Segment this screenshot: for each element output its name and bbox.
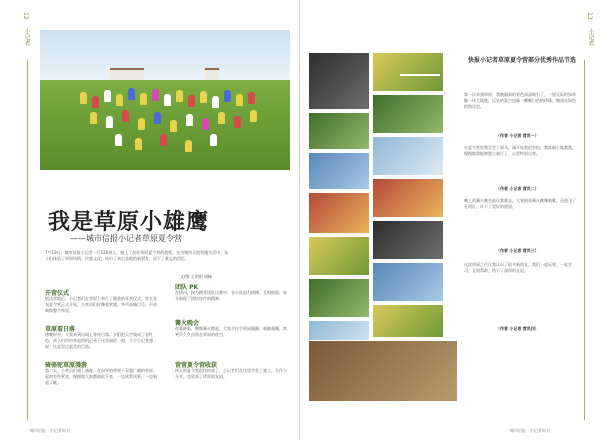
left-header-label: 小记者 xyxy=(23,28,30,46)
right-page xyxy=(300,0,600,440)
collage-photo xyxy=(372,136,444,176)
kid-figure xyxy=(154,112,161,124)
section-body: 抵达营地后，小记者们在草原上举行了隆重的开营仪式。营长宣布夏令营正式开始，小营员们挥舞着营旗，齐声高喊口号，声音响彻整个草原。 xyxy=(45,296,157,313)
intro-paragraph: 7月19日，城市信报小记者一行120余人，踏上了前往草原夏令营的旅程。在为期四天的营地生活中，孩子们体验了草原风情、民族文化，结识了来自各地的新朋友，留下了难忘的回忆。 xyxy=(45,250,229,261)
kid-figure xyxy=(250,110,257,122)
kid-figure xyxy=(90,112,97,124)
kid-figure xyxy=(135,138,142,150)
article-caption: （作者 小记者 营员二） xyxy=(496,186,539,191)
kid-figure xyxy=(80,92,87,104)
kid-figure xyxy=(176,90,183,102)
left-page-number: 12 xyxy=(22,12,29,20)
kid-figure xyxy=(248,92,255,104)
section-body: 夜幕降临，熊熊篝火燃起，大家手拉手围成圆圈，载歌载舞，欢笑声久久回荡在草原的夜空。 xyxy=(175,326,287,337)
collage-photo xyxy=(308,236,370,276)
kid-figure xyxy=(122,110,129,122)
hero-sky xyxy=(40,30,290,80)
right-page-number: 13 xyxy=(586,12,593,20)
article-caption: （作者 小记者 营员四） xyxy=(496,326,539,331)
spacer xyxy=(400,74,440,76)
kid-figure xyxy=(234,116,241,128)
kid-figure xyxy=(116,94,123,106)
collage-photo xyxy=(308,152,370,190)
kid-figure xyxy=(115,134,122,146)
left-footer: 城市信报 · 小记者周刊 xyxy=(30,428,70,433)
section-heading: 开营仪式 xyxy=(45,290,70,297)
collage-photo xyxy=(372,262,444,302)
kid-figure xyxy=(106,116,113,128)
kid-figure xyxy=(152,89,159,101)
kid-figure xyxy=(218,112,225,124)
article-body: 这次草原之行让我认识了很多新朋友，我们一起玩耍，一起学习，互相帮助，结下了深厚的友谊。 xyxy=(464,262,572,273)
section-heading: 营营夏令营收获 xyxy=(175,362,218,369)
section-body: 在拔河、接力跑等团队比赛中，各小队奋力拼搏，互相鼓励，充分展现了团结协作的精神。 xyxy=(175,290,287,301)
kid-figure xyxy=(92,96,99,108)
section-heading: 骑骆驼草原漫游 xyxy=(45,362,88,369)
section-heading: 篝火晚会 xyxy=(175,320,200,327)
byline: 文/图 王明明 胡畅 xyxy=(180,274,212,279)
works-title: 快报小记者草原夏令营部分优秀作品节选 xyxy=(468,57,577,64)
right-footer: 城市信报 · 小记者周刊 xyxy=(510,428,550,433)
collage-photo xyxy=(308,112,370,150)
kid-figure xyxy=(224,90,231,102)
kid-figure xyxy=(188,95,195,107)
article-body: 在夏令营里我学会了骑马。刚开始我很害怕，教练耐心地教我，慢慢地我能够独立骑行了，心里特别自豪。 xyxy=(464,145,576,156)
left-side-rule xyxy=(27,60,28,420)
article-caption: （作者 小记者 营员一） xyxy=(496,133,539,138)
article-subtitle: ——城市信报小记者草原夏令营 xyxy=(70,234,182,243)
section-heading: 团队 PK xyxy=(175,284,199,291)
article-caption: （作者 小记者 营员三） xyxy=(496,248,539,253)
collage-photo xyxy=(308,278,370,318)
section-body: 四天的夏令营很快结束了，小记者们在这里学会了独立、合作与分享，也收获了珍贵的友谊。 xyxy=(175,368,287,379)
hero-photo xyxy=(40,30,290,170)
section-body: 第二天，小营员们骑上骆驼，在向导的带领下穿越广阔的草原。起初有些紧张，慢慢地大家都放松下来，一边欣赏风景，一边唱起了歌。 xyxy=(45,368,157,385)
article-title: 我是草原小雄鹰 xyxy=(48,209,210,235)
collage-photo xyxy=(308,192,370,234)
right-header-label: 小记者 xyxy=(587,28,594,46)
collage-photo xyxy=(308,52,370,110)
kid-figure xyxy=(140,93,147,105)
section-body: 傍晚时分，大家来到山坡上等待日落。夕阳把天空染成了金红色，孩子们纷纷拿起相机记录下这美丽的一刻，不少小记者感叹：这是见过最美的日落。 xyxy=(45,332,153,349)
horse-photo xyxy=(308,340,458,402)
collage-photo xyxy=(372,94,444,134)
hero-building xyxy=(110,68,144,80)
kid-figure xyxy=(170,120,177,132)
kid-figure xyxy=(160,134,167,146)
kid-figure xyxy=(200,91,207,103)
collage-photo xyxy=(372,304,444,338)
article-body: 第一次来到草原，我被眼前的景色深深吸引了。一望无际的绿草像一块大地毯，远处的蒙古包像一颗颗白色的珍珠，散落在绿色的海洋里。 xyxy=(464,92,576,109)
kid-figure xyxy=(236,94,243,106)
kid-figure xyxy=(202,118,209,130)
kid-figure xyxy=(164,94,171,106)
kid-figure xyxy=(212,96,219,108)
kid-figure xyxy=(104,90,111,102)
kid-figure xyxy=(138,118,145,130)
collage-photo xyxy=(372,220,444,260)
kid-figure xyxy=(186,114,193,126)
collage-photo xyxy=(372,178,444,218)
kid-figure xyxy=(128,88,135,100)
collage-photo xyxy=(372,52,444,92)
right-side-rule xyxy=(584,60,585,420)
section-heading: 草原看日落 xyxy=(45,326,76,333)
kid-figure xyxy=(210,134,217,146)
kid-figure xyxy=(185,140,192,152)
article-body: 晚上的篝火晚会最让我难忘。大家围着篝火跳舞唱歌，还放飞了孔明灯，许下了美好的愿望。 xyxy=(464,198,576,209)
hero-building-small xyxy=(205,68,219,80)
